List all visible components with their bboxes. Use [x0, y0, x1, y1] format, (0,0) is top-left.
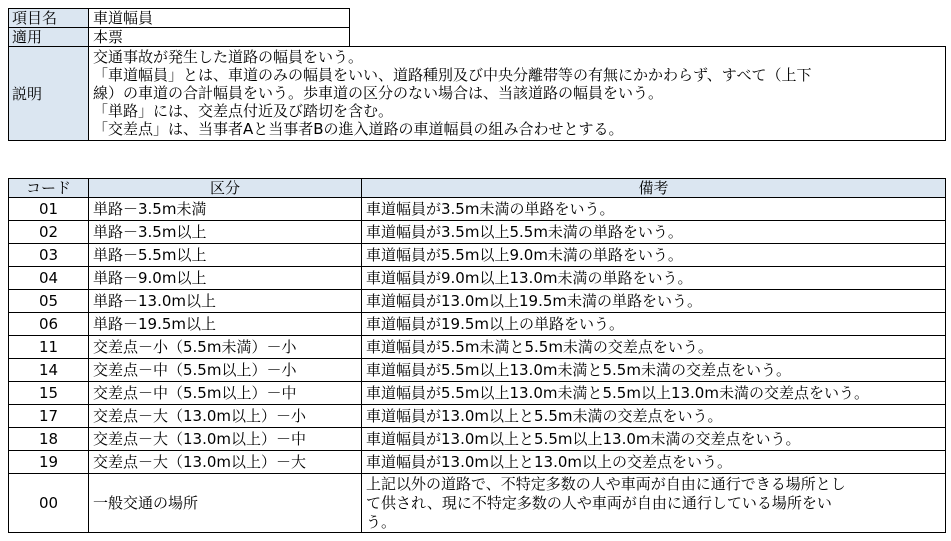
code-cell: 14 — [9, 359, 89, 382]
category-cell: 交差点－中（5.5m以上）－小 — [89, 359, 362, 382]
code-cell: 15 — [9, 382, 89, 405]
header-note: 備考 — [362, 179, 946, 198]
note-cell: 車道幅員が13.0m以上19.5m未満の単路をいう。 — [362, 290, 946, 313]
category-cell: 交差点－大（13.0m以上）－小 — [89, 405, 362, 428]
table-row — [9, 405, 946, 428]
category-cell: 単路－3.5m未満 — [89, 198, 362, 221]
note-cell: 車道幅員が3.5m以上5.5m未満の単路をいう。 — [362, 221, 946, 244]
info-row-description — [9, 47, 946, 141]
note-cell: 車道幅員が5.5m以上13.0m未満と5.5m以上13.0m未満の交差点をいう。 — [362, 382, 946, 405]
table-row — [9, 290, 946, 313]
desc-label: 説明 — [9, 47, 89, 141]
note-cell: 車道幅員が5.5m未満と5.5m未満の交差点をいう。 — [362, 336, 946, 359]
note-cell: 車道幅員が3.5m未満の単路をいう。 — [362, 198, 946, 221]
table-row — [9, 244, 946, 267]
code-table-header — [9, 179, 946, 198]
category-cell: 交差点－小（5.5m未満）－小 — [89, 336, 362, 359]
description-text — [89, 47, 946, 141]
note-line: う。 — [366, 512, 397, 531]
category-cell: 交差点－中（5.5m以上）－中 — [89, 382, 362, 405]
code-cell: 01 — [9, 198, 89, 221]
desc-line: 「単路」には、交差点付近及び踏切を含む。 — [93, 102, 394, 120]
code-cell: 06 — [9, 313, 89, 336]
table-row — [9, 474, 946, 533]
category-cell: 単路－5.5m以上 — [89, 244, 362, 267]
blank-cell — [350, 9, 946, 28]
item-name-value: 車道幅員 — [89, 9, 350, 28]
item-name-label: 項目名 — [9, 9, 89, 28]
info-table — [8, 8, 946, 141]
desc-line: 交通事故が発生した道路の幅員をいう。 — [93, 48, 364, 66]
table-row — [9, 336, 946, 359]
desc-line: 「交差点」は、当事者Aと当事者Bの進入道路の車道幅員の組み合わせとする。 — [93, 120, 624, 138]
code-cell: 11 — [9, 336, 89, 359]
code-cell: 04 — [9, 267, 89, 290]
note-cell: 車道幅員が5.5m以上9.0m未満の単路をいう。 — [362, 244, 946, 267]
note-line: て供され、現に不特定多数の人や車両が自由に通行している場所をい — [366, 493, 832, 512]
note-cell: 車道幅員が13.0m以上と13.0m以上の交差点をいう。 — [362, 451, 946, 474]
code-cell: 18 — [9, 428, 89, 451]
desc-line: 「車道幅員」とは、車道のみの幅員をいい、道路種別及び中央分離帯等の有無にかかわらず、すべて（上下 — [93, 66, 812, 84]
info-row-item-name — [9, 9, 946, 28]
code-cell: 03 — [9, 244, 89, 267]
code-cell: 05 — [9, 290, 89, 313]
code-cell: 17 — [9, 405, 89, 428]
table-row — [9, 359, 946, 382]
table-row — [9, 221, 946, 244]
category-cell: 交差点－大（13.0m以上）－大 — [89, 451, 362, 474]
note-cell: 車道幅員が9.0m以上13.0m未満の単路をいう。 — [362, 267, 946, 290]
note-cell: 車道幅員が19.5m以上の単路をいう。 — [362, 313, 946, 336]
table-row — [9, 382, 946, 405]
table-row — [9, 451, 946, 474]
code-cell: 00 — [9, 474, 89, 533]
blank-cell — [350, 28, 946, 47]
category-cell: 単路－3.5m以上 — [89, 221, 362, 244]
code-cell: 19 — [9, 451, 89, 474]
code-cell: 02 — [9, 221, 89, 244]
note-cell — [362, 474, 946, 533]
info-row-apply — [9, 28, 946, 47]
category-cell: 単路－13.0m以上 — [89, 290, 362, 313]
header-category: 区分 — [89, 179, 362, 198]
note-cell: 車道幅員が13.0m以上と5.5m以上13.0m未満の交差点をいう。 — [362, 428, 946, 451]
category-cell: 単路－19.5m以上 — [89, 313, 362, 336]
desc-line: 線）の車道の合計幅員をいう。歩車道の区分のない場合は、当該道路の幅員をいう。 — [93, 84, 664, 102]
table-row — [9, 313, 946, 336]
table-row — [9, 198, 946, 221]
category-cell: 交差点－大（13.0m以上）－中 — [89, 428, 362, 451]
code-table — [8, 178, 946, 533]
note-line: 上記以外の道路で、不特定多数の人や車両が自由に通行できる場所とし — [366, 474, 846, 493]
note-cell: 車道幅員が5.5m以上13.0m未満と5.5m未満の交差点をいう。 — [362, 359, 946, 382]
note-cell: 車道幅員が13.0m以上と5.5m未満の交差点をいう。 — [362, 405, 946, 428]
category-cell: 単路－9.0m以上 — [89, 267, 362, 290]
category-cell: 一般交通の場所 — [89, 474, 362, 533]
table-row — [9, 267, 946, 290]
apply-value: 本票 — [89, 28, 350, 47]
apply-label: 適用 — [9, 28, 89, 47]
table-row — [9, 428, 946, 451]
header-code: コード — [9, 179, 89, 198]
